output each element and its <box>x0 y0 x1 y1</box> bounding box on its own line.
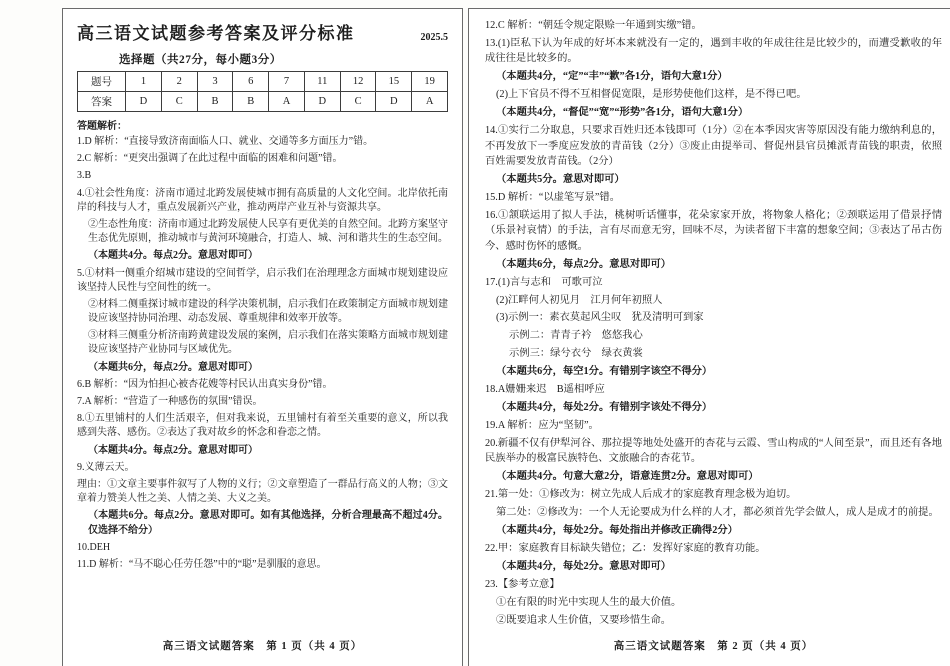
scoring-note: （本题共4分，每处2分。意思对即可） <box>496 561 672 573</box>
answer-paragraph: (2)江畔何人初见月 江月何年初照人 <box>496 294 663 306</box>
answer-paragraph: 示例二：青青子衿 悠悠我心 <box>509 330 643 342</box>
answer-paragraph: (2)上下官员不得不互相督促宽限，是形势使他们这样，是不得已吧。 <box>496 89 807 101</box>
answer-paragraph: ③材料三侧重分析济南跨黄建设发展的案例，启示我们在落实策略方面城市规划建设应该坚持产业协同与区域优先。 <box>88 330 448 356</box>
answer-letter-cell: A <box>269 92 305 112</box>
answer-paragraph: 18.A姗姗来迟 B遥相呼应 <box>485 384 605 396</box>
table-answer-row <box>78 92 448 112</box>
answer-letter-cell: D <box>376 92 412 112</box>
answer-letter-cell: D <box>126 92 162 112</box>
question-number-cell: 2 <box>161 72 197 92</box>
answer-paragraph: 示例三：绿兮衣兮 绿衣黄裳 <box>509 348 643 360</box>
scoring-note: （本题共4分，“定”“丰”“歉”各1分，语句大意1分） <box>496 71 728 83</box>
answer-letter-cell: C <box>340 92 376 112</box>
scoring-note: （本题共4分。句意大意2分，语意连贯2分。意思对即可） <box>496 471 759 483</box>
right-answer-paragraphs <box>485 18 942 628</box>
answer-paragraph: 3.B <box>77 170 92 182</box>
answer-paragraph: 12.C 解析：“朝廷令规定限赊一年通到实缴”错。 <box>485 20 702 31</box>
answer-paragraph: 6.B 解析：“因为怕担心被杏花嫂等村民认出真实身份”错。 <box>77 378 333 390</box>
answer-paragraph: 13.(1)臣私下认为年成的好坏本来就没有一定的，遇到丰收的年成往往是比较少的，而遭受歉收的年成往往是比较多的。 <box>485 37 942 65</box>
multiple-choice-section-title: 选择题（共27分，每小题3分） <box>119 54 282 66</box>
scoring-note: （本题共6分，每空1分。有错别字该空不得分） <box>496 366 713 378</box>
answer-paragraph: 16.①颔联运用了拟人手法，桃树听话懂事，花朵家家开放，将物象人格化；②颈联运用了借景抒情（乐景衬哀情）的手法，言有尽而意无穷，回味不尽，为读者留下丰富的想象空间；③表达了吊古伤今、感时伤怀的感慨。 <box>485 209 942 252</box>
answer-header: 答案 <box>78 92 126 112</box>
answer-paragraph: 11.D 解析：“马不聪心任劳任怨”中的“聪”是驯服的意思。 <box>77 558 327 570</box>
answer-letter-cell: A <box>412 92 448 112</box>
answer-paragraph: 19.A 解析：应为“坚韧”。 <box>485 420 599 432</box>
answer-paragraph: 7.A 解析：“营造了一种感伤的氛围”错误。 <box>77 396 263 407</box>
answer-paragraph: 15.D 解析：“以虚笔写景”错。 <box>485 191 620 203</box>
page-2-body <box>485 18 942 634</box>
answer-paragraph: 17.(1)言与志和 可歌可泣 <box>485 276 603 288</box>
left-answer-paragraphs <box>77 135 448 572</box>
question-number-cell: 11 <box>304 72 340 92</box>
answer-sheet-page-2 <box>468 8 950 666</box>
page-1-footer: 高三语文试题答案 第 1 页（共 4 页） <box>162 641 363 652</box>
scoring-note: （本题共5分。意思对即可） <box>496 173 625 185</box>
answer-paragraph: 4.①社会性角度：济南市通过北跨发展使城市拥有高质量的人文化空间。北岸依托南岸的科技与人才，重点发展新兴产业，推动两岸产业互补与资源共享。 <box>77 187 448 213</box>
answer-letter-cell: C <box>161 92 197 112</box>
scoring-note: （本题共6分，每点2分。意思对即可） <box>88 361 258 373</box>
question-number-cell: 15 <box>376 72 412 92</box>
answer-paragraph: 10.DEH <box>77 541 111 553</box>
table-number-row <box>78 72 448 92</box>
answer-paragraph: 2.C 解析：“更突出强调了在此过程中面临的困难和问题”错。 <box>77 153 343 165</box>
question-number-cell: 7 <box>269 72 305 92</box>
answer-paragraph: 5.①材料一侧重介绍城市建设的空间哲学，启示我们在治理理念方面城市规划建设应该坚持人民性与空间性的统一。 <box>77 267 448 293</box>
page-1-body <box>77 19 448 634</box>
answer-sheet-page-1 <box>62 8 463 666</box>
answer-letter-cell: B <box>197 92 233 112</box>
answer-paragraph: 22.甲：家庭教育目标缺失错位；乙：发挥好家庭的教育功能。 <box>485 543 766 555</box>
scoring-note: （本题共4分，“督促”“宽”“形势”各1分，语句大意1分） <box>496 107 749 119</box>
scoring-note: （本题共4分，每处2分。每处指出并修改正确得2分） <box>496 525 738 537</box>
answer-paragraph: ②材料二侧重探讨城市建设的科学决策机制，启示我们在政策制定方面城市规划建设应该坚持协同治理、动态发展、尊重规律和效率开放等。 <box>88 298 448 325</box>
answer-paragraph: 20.新疆不仅有伊犁河谷、那拉提等地处处盛开的杏花与云霞、雪山构成的“人间至景”，而且还有各地民族举办的极富民族特色、文旅融合的杏花节。 <box>485 438 942 465</box>
page-2-footer: 高三语文试题答案 第 2 页（共 4 页） <box>613 641 814 652</box>
answer-paragraph: 理由：①文章主要事件叙写了人物的义行；②文章塑造了一群品行高义的人物；③文章着力赞美人性之美、人情之美、大义之美。 <box>77 478 448 505</box>
answer-letter-cell: D <box>304 92 340 112</box>
answer-paragraph: 8.①五里铺村的人们生活艰辛，但对我来说，五里铺村有着至关重要的意义，所以我感到失落、感伤。②表达了我对故乡的怀念和眷恋之情。 <box>77 413 448 439</box>
scoring-note: （本题共4分。每点2分。意思对即可） <box>88 250 258 262</box>
multiple-choice-answer-table <box>77 71 448 112</box>
scoring-note: （本题共6分，每点2分。意思对即可） <box>496 258 672 270</box>
page-title: 高三语文试题参考答案及评分标准 <box>77 24 355 43</box>
answer-letter-cell: B <box>233 92 269 112</box>
scoring-note: （本题共4分，每处2分。有错别字该处不得分） <box>496 402 713 414</box>
answer-paragraph: ②生态性角度：济南市通过北跨发展使人民享有更优美的自然空间。北跨方案坚守生态优先原则，推动城市与黄河环境融合，打造人、城、河和谐共生的生态空间。 <box>88 218 448 245</box>
answer-paragraph: 9.义薄云天。 <box>77 461 135 473</box>
question-number-cell: 12 <box>340 72 376 92</box>
question-number-cell: 6 <box>233 72 269 92</box>
question-number-cell: 1 <box>126 72 162 92</box>
question-number-cell: 19 <box>412 72 448 92</box>
answer-paragraph: 23.【参考立意】 <box>485 579 560 590</box>
answer-paragraph: ①在有限的时光中实现人生的最大价值。 <box>496 596 682 608</box>
scoring-note: （本题共4分。每点2分。意思对即可） <box>88 444 258 456</box>
answer-paragraph: ②既要追求人生价值，又要珍惜生命。 <box>496 614 672 626</box>
question-number-header: 题号 <box>78 72 126 92</box>
analysis-label: 答题解析： <box>77 121 127 132</box>
answer-paragraph: 1.D 解析：“直接导致济南面临人口、就业、交通等多方面压力”错。 <box>77 136 374 147</box>
answer-paragraph: 21.第一处：①修改为：树立先成人后成才的家庭教育理念极为迫切。 <box>485 489 797 501</box>
answer-paragraph: (3)示例一：素衣莫起风尘叹 犹及清明可到家 <box>496 312 704 324</box>
title-row <box>77 19 448 44</box>
scoring-note: （本题共6分。每点2分。意思对即可。如有其他选择，分析合理最高不超过4分。仅选择不给分） <box>88 510 448 536</box>
exam-date: 2025.5 <box>420 32 448 43</box>
question-number-cell: 3 <box>197 72 233 92</box>
answer-paragraph: 第二处：②修改为：一个人无论要成为什么样的人才，都必须首先学会做人，成人是成才的前提。 <box>496 507 939 519</box>
answer-paragraph: 14.①实行二分取息，只要求百姓归还本钱即可（1分）②在本季因灾害等原因没有能力缴纳利息的，不再发放下一季度应发放的青苗钱（2分）③废止由提举司、督促州县官员摊派青苗钱的职责，依照百姓需要发放青苗钱。（2分） <box>485 125 942 167</box>
